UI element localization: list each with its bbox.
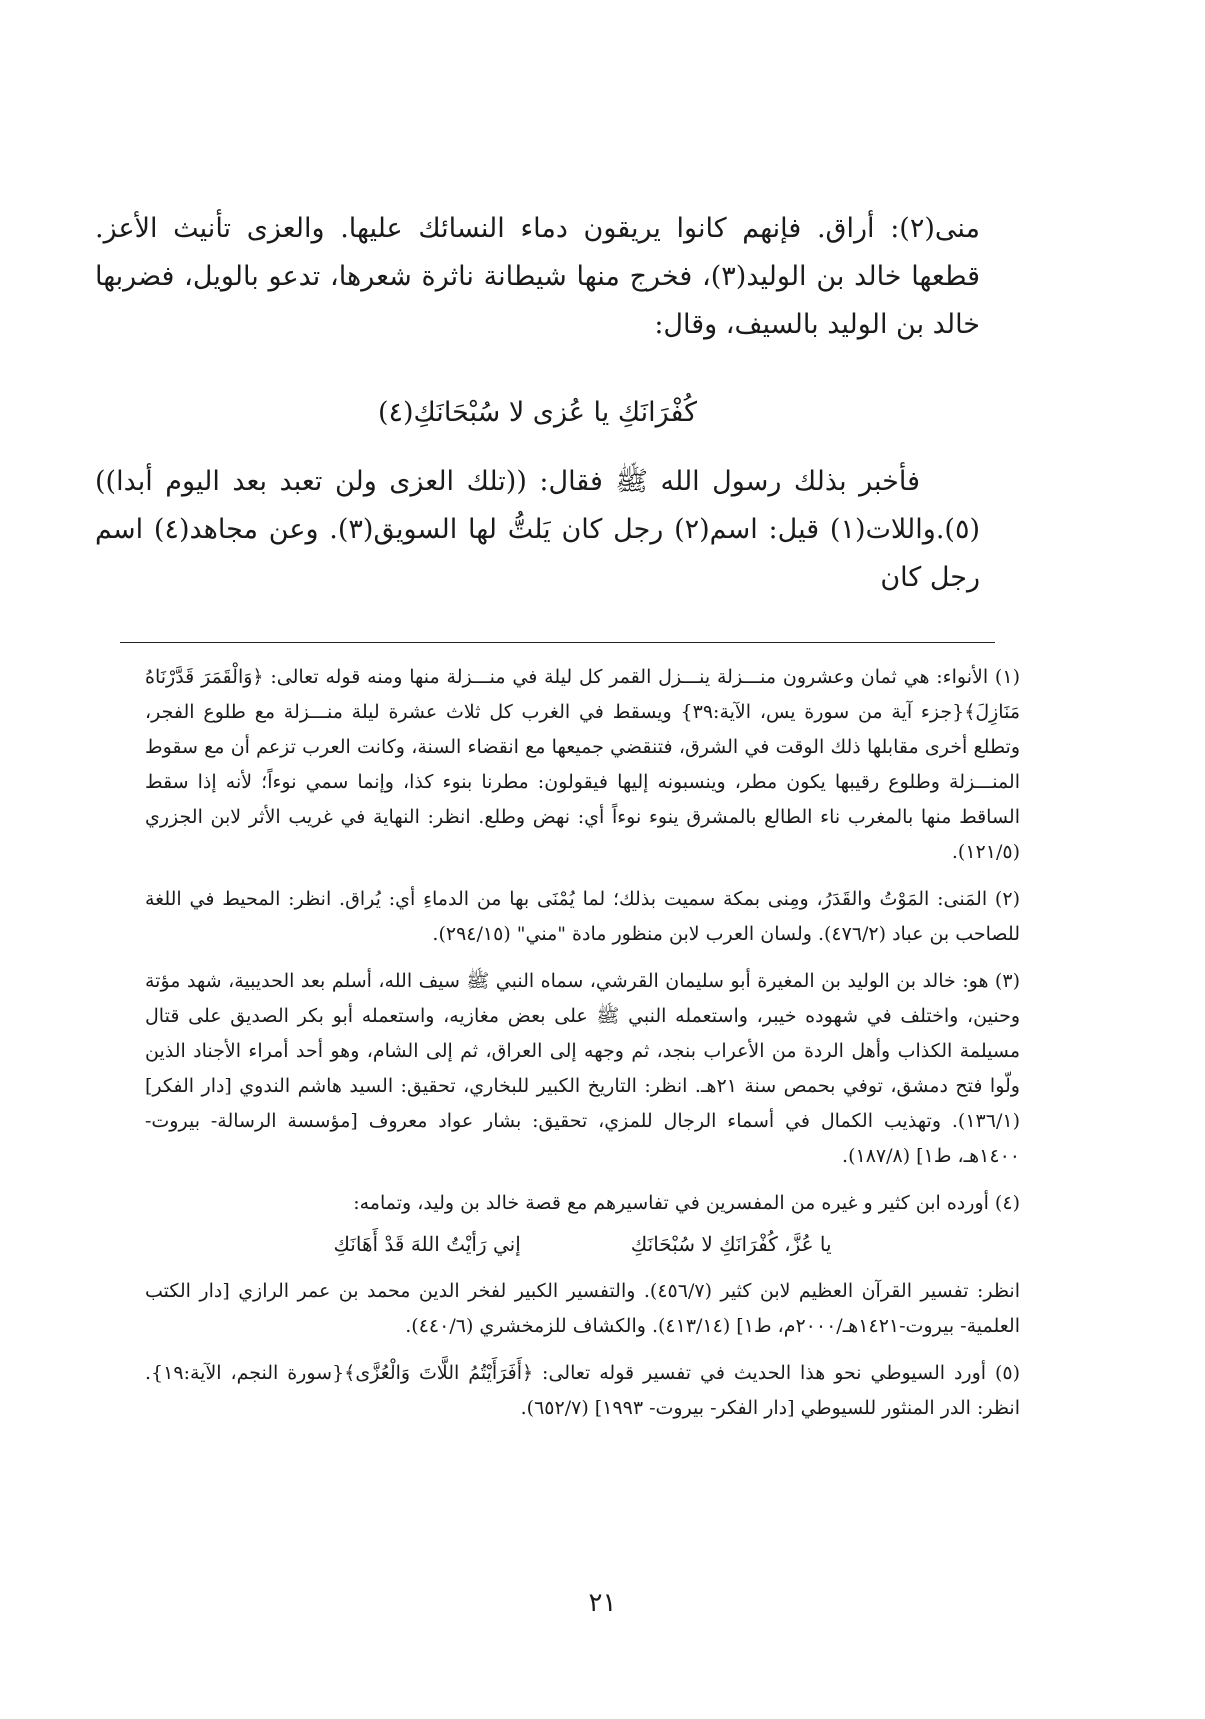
footnote-5: (٥) أورد السيوطي نحو هذا الحديث في تفسير قوله تعالى: ﴿أَفَرَأَيْتُمُ اللَّاتَ وَالْعُزَّى﴾{سورة النجم، الآية:١٩}. انظر: الدر المنثور للسيوطي [دار الفكر- بيروت- ١٩٩٣] (٦٥٢/٧).	[145, 1362, 1020, 1419]
main-paragraph-2: فأخبر بذلك رسول الله ﷺ فقال: ((تلك العزى ولن تعبد بعد اليوم أبدا))(٥).واللات(١) قيل: اسم(٢) رجل كان يَلتُّ لها السويق(٣). وعن مجاهد(٤) اسم رجل كان	[95, 466, 980, 593]
footnote-1: (١) الأنواء: هي ثمان وعشرون منـــزلة ينـــزل القمر كل ليلة في منـــزلة منها ومنه قوله تعالى: ﴿وَالْقَمَرَ قَدَّرْنَاهُ مَنَازِلَ﴾{جزء آية من سورة يس، الآية:٣٩} ويسقط في الغرب كل ثلاث عشرة ليلة منـــزلة مع طلوع الفجر، وتطلع أخرى مقابلها ذلك الوقت في الشرق، فتنقضي جميعها مع انقضاء السنة، وكانت العرب تزعم أن مع سقوط المنـــزلة وطلوع رقيبها يكون مطر، وينسبونه إليها فيقولون: مطرنا بنوء كذا، وإنما سمي نوءاً؛ لأنه إذا سقط الساقط منها بالمغرب ناء الطالع بالمشرق ينوء نوءاً أي: نهض وطلع. انظر: النهاية في غريب الأثر لابن الجزري (١٢١/٥).	[145, 666, 1021, 863]
verse-hemistich-right: يا عُزَّ، كُفْرَانَكِ لا سُبْحَانَكِ	[630, 1232, 832, 1256]
footnote-4-intro: (٤) أورده ابن كثير و غيره من المفسرين في تفاسيرهم مع قصة خالد بن وليد، وتمامه:	[353, 1192, 1020, 1214]
footnote-4-reference: انظر: تفسير القرآن العظيم لابن كثير (٤٥٦/٧). والتفسير الكبير لفخر الدين محمد بن عمر الرازي [دار الكتب العلمية- بيروت-١٤٢١هـ/٢٠٠٠م، ط١] (٤١٣/١٤). والكشاف للزمخشري (٤٤٠/٦).	[145, 1280, 1020, 1337]
verse-hemistich-left: إني رَأيْتُ اللهَ قَدْ أَهَانَكِ	[333, 1232, 521, 1256]
footnotes	[145, 660, 1020, 1438]
footnote-2: (٢) المَنى: المَوْتُ والقَدَرُ، ومِنى بمكة سميت بذلك؛ لما يُمْنَى بها من الدماءِ أي: يُراق. انظر: المحيط في اللغة للصاحب بن عباد (٤٧٦/٢). ولسان العرب لابن منظور مادة "مني" (٢٩٤/١٥).	[145, 888, 1020, 945]
page-number: ٢١	[588, 1588, 617, 1618]
footnote-divider	[120, 642, 995, 643]
footnote-4-verse	[145, 1227, 1020, 1262]
main-paragraph-1: منى(٢): أراق. فإنهم كانوا يريقون دماء النسائك عليها. والعزى تأنيث الأعز. قطعها خالد بن الوليد(٣)، فخرج منها شيطانة ناثرة شعرها، تدعو بالويل، فضربها خالد بن الوليد بالسيف، وقال:	[95, 213, 981, 340]
poetry-verse: كُفْرَانَكِ يا عُزى لا سُبْحَانَكِ(٤)	[377, 397, 698, 428]
footnote-3: (٣) هو: خالد بن الوليد بن المغيرة أبو سليمان القرشي، سماه النبي ﷺ سيف الله، أسلم بعد الحديبية، شهد مؤتة وحنين، واختلف في شهوده خيبر، واستعمله النبي ﷺ على بعض مغازيه، واستعمله أبو بكر الصديق على قتال مسيلمة الكذاب وأهل الردة من الأعراب بنجد، ثم وجهه إلى العراق، ثم إلى الشام، وهو أحد أمراء الأجناد الذين ولّوا فتح دمشق، توفي بحمص سنة ٢١هـ. انظر: التاريخ الكبير للبخاري، تحقيق: السيد هاشم الندوي [دار الفكر] (١٣٦/١). وتهذيب الكمال في أسماء الرجال للمزي، تحقيق: بشار عواد معروف [مؤسسة الرسالة- بيروت- ١٤٠٠هـ، ط١] (١٨٧/٨).	[145, 970, 1020, 1167]
main-text	[95, 205, 980, 602]
